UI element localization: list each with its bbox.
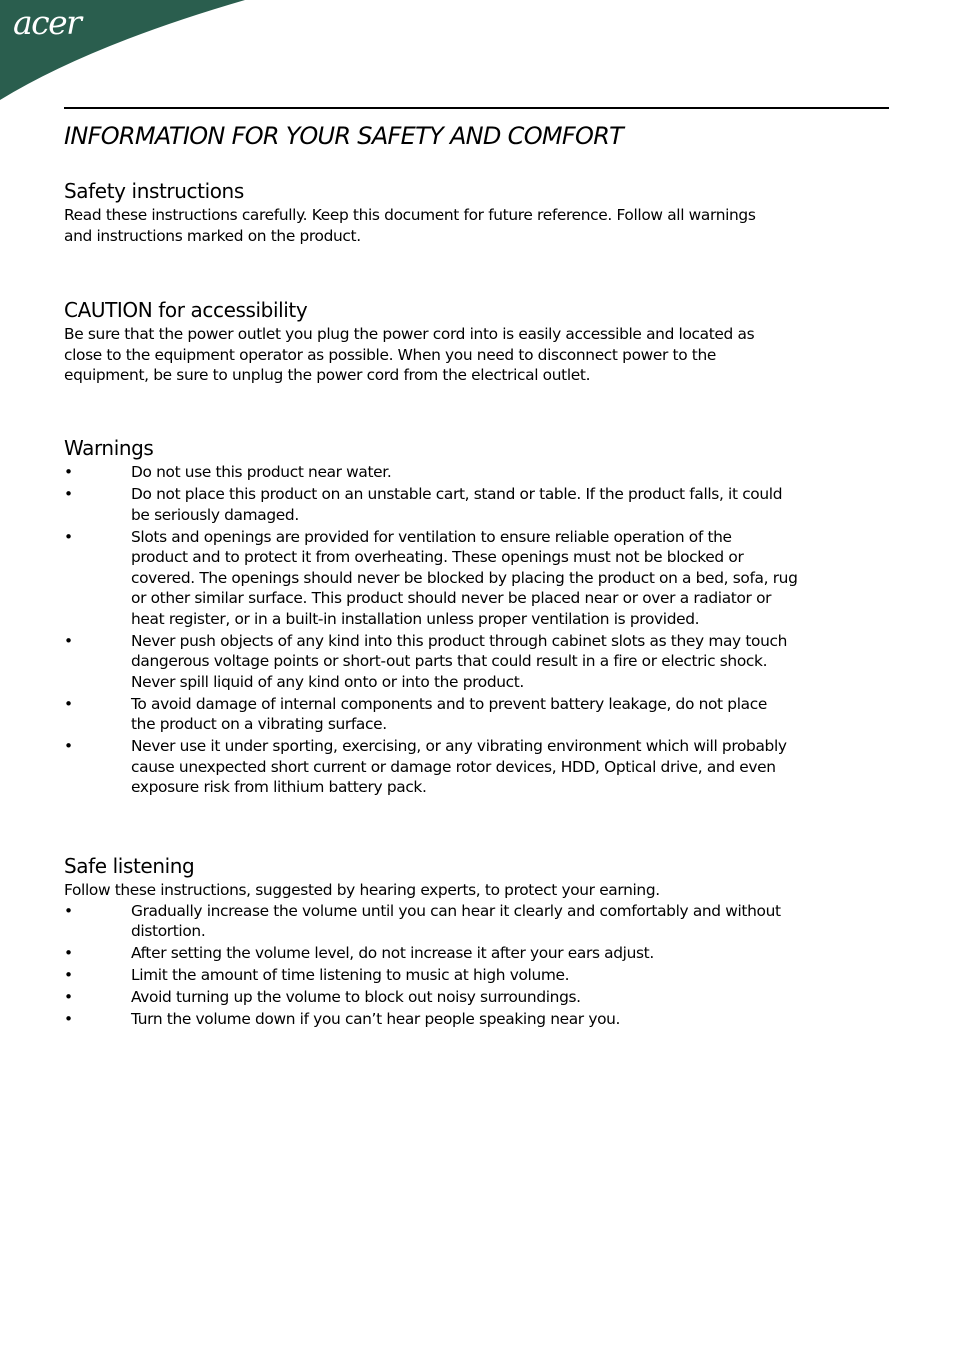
- bullet-icon: •: [64, 631, 73, 650]
- bullet-icon: •: [64, 966, 73, 984]
- list-item-line: be seriously damaged.: [131, 505, 299, 524]
- list-item-line: Never use it under sporting, exercising, or any vibrating environment which will probably: [131, 737, 787, 755]
- list-item: [64, 901, 889, 942]
- list-item-line: distortion.: [131, 922, 206, 940]
- safety-instructions-body: [64, 205, 889, 246]
- bullet-icon: •: [64, 485, 73, 503]
- list-item-line: Do not use this product near water.: [131, 463, 392, 481]
- caution-accessibility-section: [64, 296, 889, 386]
- bullet-icon: •: [64, 901, 73, 920]
- bullet-icon: •: [64, 944, 73, 962]
- list-item: [64, 694, 889, 735]
- bullet-icon: •: [64, 737, 73, 755]
- safe-listening-section: [64, 852, 889, 1031]
- brand-corner-banner: [0, 0, 250, 100]
- list-item: [64, 1009, 889, 1030]
- bullet-icon: •: [64, 463, 73, 481]
- bullet-icon: •: [64, 1010, 73, 1028]
- list-item: [64, 462, 889, 483]
- body-line: Read these instructions carefully. Keep this document for future reference. Follow all warnings: [64, 206, 756, 224]
- list-item: [64, 527, 889, 630]
- list-item: [64, 631, 889, 693]
- list-item-line: or other similar surface. This product should never be placed near or over a radiator or: [131, 589, 772, 607]
- caution-accessibility-body: [64, 324, 889, 386]
- list-item-line: Turn the volume down if you can’t hear people speaking near you.: [131, 1010, 621, 1028]
- warnings-section: [64, 434, 889, 799]
- list-item: [64, 484, 889, 525]
- list-item-line: After setting the volume level, do not increase it after your ears adjust.: [131, 944, 654, 962]
- list-item: [64, 965, 889, 986]
- list-item-line: exposure risk from lithium battery pack.: [131, 778, 427, 796]
- list-item-line: the product on a vibrating surface.: [131, 715, 387, 733]
- list-item-line: Do not place this product on an unstable cart, stand or table. If the product falls, it could: [131, 485, 783, 503]
- list-item-line: Slots and openings are provided for ventilation to ensure reliable operation of the: [131, 527, 732, 546]
- acer-logo: acer: [13, 3, 81, 42]
- safe-listening-list: [64, 901, 889, 1030]
- body-line: close to the equipment operator as possible. When you need to disconnect power to the: [64, 345, 717, 364]
- list-item-line: Never spill liquid of any kind onto or into the product.: [131, 672, 524, 691]
- list-item: [64, 736, 889, 798]
- header-rule: [64, 107, 889, 109]
- safety-instructions-section: [64, 177, 889, 246]
- list-item-line: Gradually increase the volume until you can hear it clearly and comfortably and without: [131, 901, 781, 920]
- list-item: [64, 943, 889, 964]
- body-line: equipment, be sure to unplug the power cord from the electrical outlet.: [64, 366, 591, 384]
- list-item-line: To avoid damage of internal components and to prevent battery leakage, do not place: [131, 694, 767, 713]
- section-heading-caution-accessibility: CAUTION for accessibility: [64, 298, 308, 322]
- warnings-list: [64, 462, 889, 798]
- bullet-icon: •: [64, 694, 73, 713]
- section-heading-safe-listening: Safe listening: [64, 854, 195, 878]
- bullet-icon: •: [64, 988, 73, 1006]
- bullet-icon: •: [64, 527, 73, 546]
- list-item-line: cause unexpected short current or damage rotor devices, HDD, Optical drive, and even: [131, 757, 776, 776]
- section-heading-safety-instructions: Safety instructions: [64, 179, 244, 203]
- list-item-line: dangerous voltage points or short-out parts that could result in a fire or electric shock.: [131, 652, 768, 670]
- list-item-line: Never push objects of any kind into this product through cabinet slots as they may touch: [131, 631, 788, 650]
- page-title: INFORMATION FOR YOUR SAFETY AND COMFORT: [64, 122, 624, 150]
- list-item-line: product and to protect it from overheating. These openings must not be blocked or: [131, 548, 744, 566]
- list-item-line: covered. The openings should never be blocked by placing the product on a bed, sofa, rug: [131, 568, 798, 587]
- list-item: [64, 987, 889, 1008]
- safe-listening-intro: Follow these instructions, suggested by hearing experts, to protect your earning.: [64, 881, 660, 899]
- section-heading-warnings: Warnings: [64, 436, 154, 460]
- list-item-line: Limit the amount of time listening to music at high volume.: [131, 966, 570, 984]
- list-item-line: heat register, or in a built-in installation unless proper ventilation is provided.: [131, 609, 700, 628]
- list-item-line: Avoid turning up the volume to block out noisy surroundings.: [131, 988, 581, 1006]
- body-line: Be sure that the power outlet you plug the power cord into is easily accessible and located as: [64, 325, 755, 343]
- body-line: and instructions marked on the product.: [64, 226, 361, 245]
